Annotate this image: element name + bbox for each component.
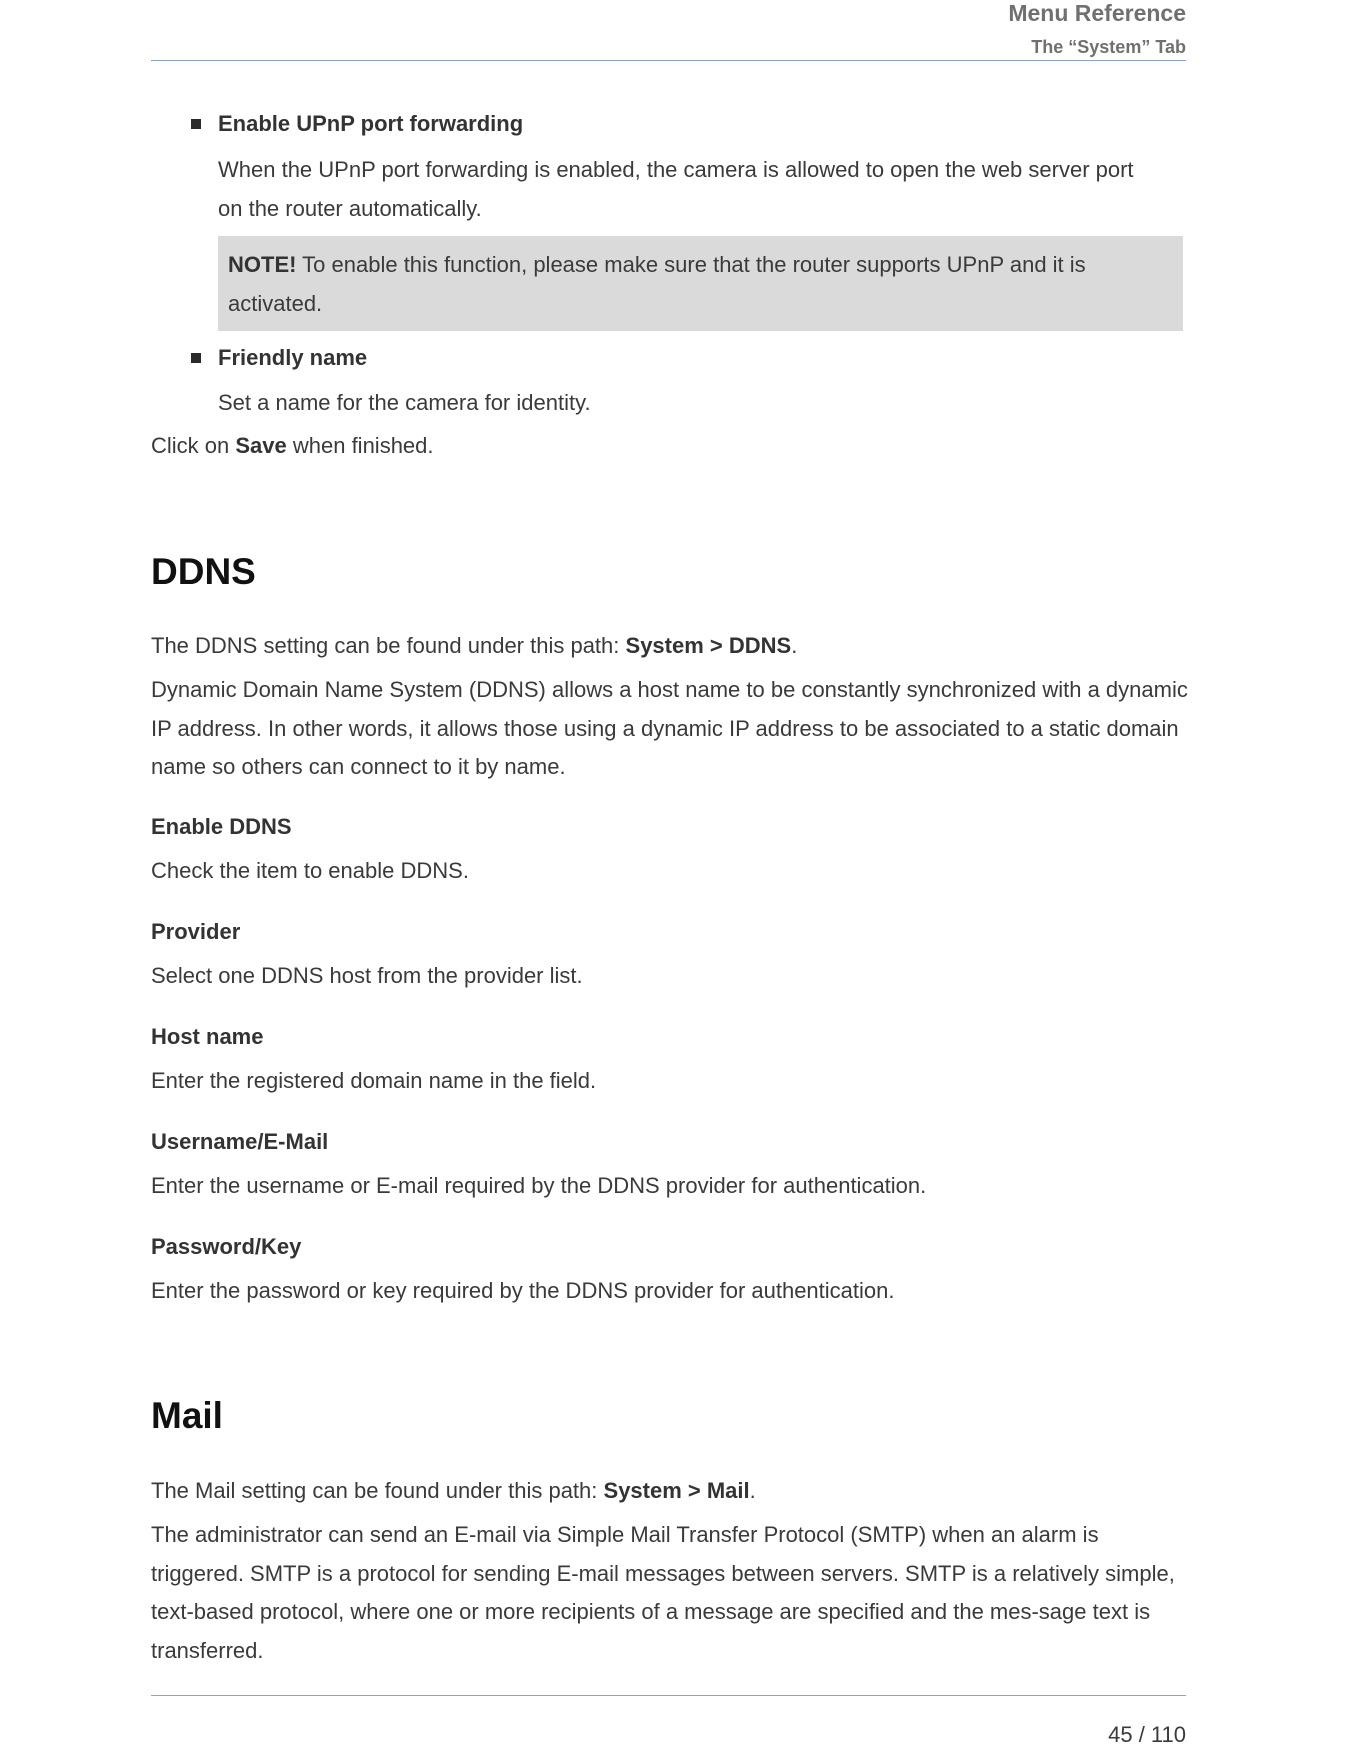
ddns-item-title: Enable DDNS [151, 814, 292, 839]
section-heading-ddns: DDNS [151, 551, 256, 592]
ddns-item-title: Username/E-Mail [151, 1129, 329, 1154]
ddns-item-title: Password/Key [151, 1234, 302, 1259]
bullet-square-icon [191, 119, 201, 129]
ddns-description: Dynamic Domain Name System (DDNS) allows a host name to be constantly synchronized with a dynamic IP address. In other words, it allows those using a dynamic IP address to be associated to a static domain name so others can connect to it by name. [151, 677, 1188, 779]
mail-path [151, 1472, 756, 1510]
note-body: To enable this function, please make sure that the router supports UPnP and it is activated. [228, 252, 1086, 316]
mail-path-bold: System > Mail [603, 1478, 750, 1503]
save-bold: Save [235, 433, 287, 458]
bullet-title-friendly-name: Friendly name [218, 345, 368, 370]
ddns-path-post: . [791, 633, 798, 658]
ddns-item-text: Enter the username or E-mail required by the DDNS provider for authentication. [151, 1173, 927, 1198]
mail-path-pre: The Mail setting can be found under this path: [151, 1478, 604, 1503]
ddns-path-pre: The DDNS setting can be found under this path: [151, 633, 626, 658]
note-box [218, 236, 1183, 331]
save-post: when finished. [286, 433, 434, 458]
ddns-item-text: Enter the registered domain name in the field. [151, 1068, 597, 1093]
page-number: 45 / 110 [1108, 1722, 1186, 1747]
save-instruction [151, 427, 434, 465]
ddns-path [151, 627, 797, 665]
footer-rule [151, 1695, 1186, 1696]
ddns-path-bold: System > DDNS [625, 633, 792, 658]
mail-path-post: . [749, 1478, 756, 1503]
bullet-title-upnp: Enable UPnP port forwarding [218, 111, 524, 136]
note-label: NOTE! [228, 252, 297, 277]
ddns-item-text: Select one DDNS host from the provider list. [151, 963, 583, 988]
ddns-item-title: Provider [151, 919, 241, 944]
bullet-square-icon [191, 353, 201, 363]
ddns-item-title: Host name [151, 1024, 264, 1049]
save-pre: Click on [151, 433, 236, 458]
ddns-item-text: Enter the password or key required by the DDNS provider for authentication. [151, 1278, 895, 1303]
bullet-text-upnp: When the UPnP port forwarding is enabled, the camera is allowed to open the web server port on the router automatically. [218, 157, 1134, 221]
bullet-text-friendly-name: Set a name for the camera for identity. [218, 390, 591, 415]
section-heading-mail: Mail [151, 1395, 223, 1436]
ddns-item-text: Check the item to enable DDNS. [151, 858, 469, 883]
header-subtitle: The “System” Tab [1031, 37, 1186, 57]
mail-description: The administrator can send an E-mail via Simple Mail Transfer Protocol (SMTP) when an alarm is triggered. SMTP is a protocol for sending E-mail messages between servers. SMTP is a relatively simple, text-based protocol, where one or more recipients of a message are specified and the mes-sage text is transferred. [151, 1522, 1175, 1663]
header-title: Menu Reference [1008, 0, 1186, 26]
note-text [228, 246, 1168, 323]
header-rule [151, 60, 1186, 61]
